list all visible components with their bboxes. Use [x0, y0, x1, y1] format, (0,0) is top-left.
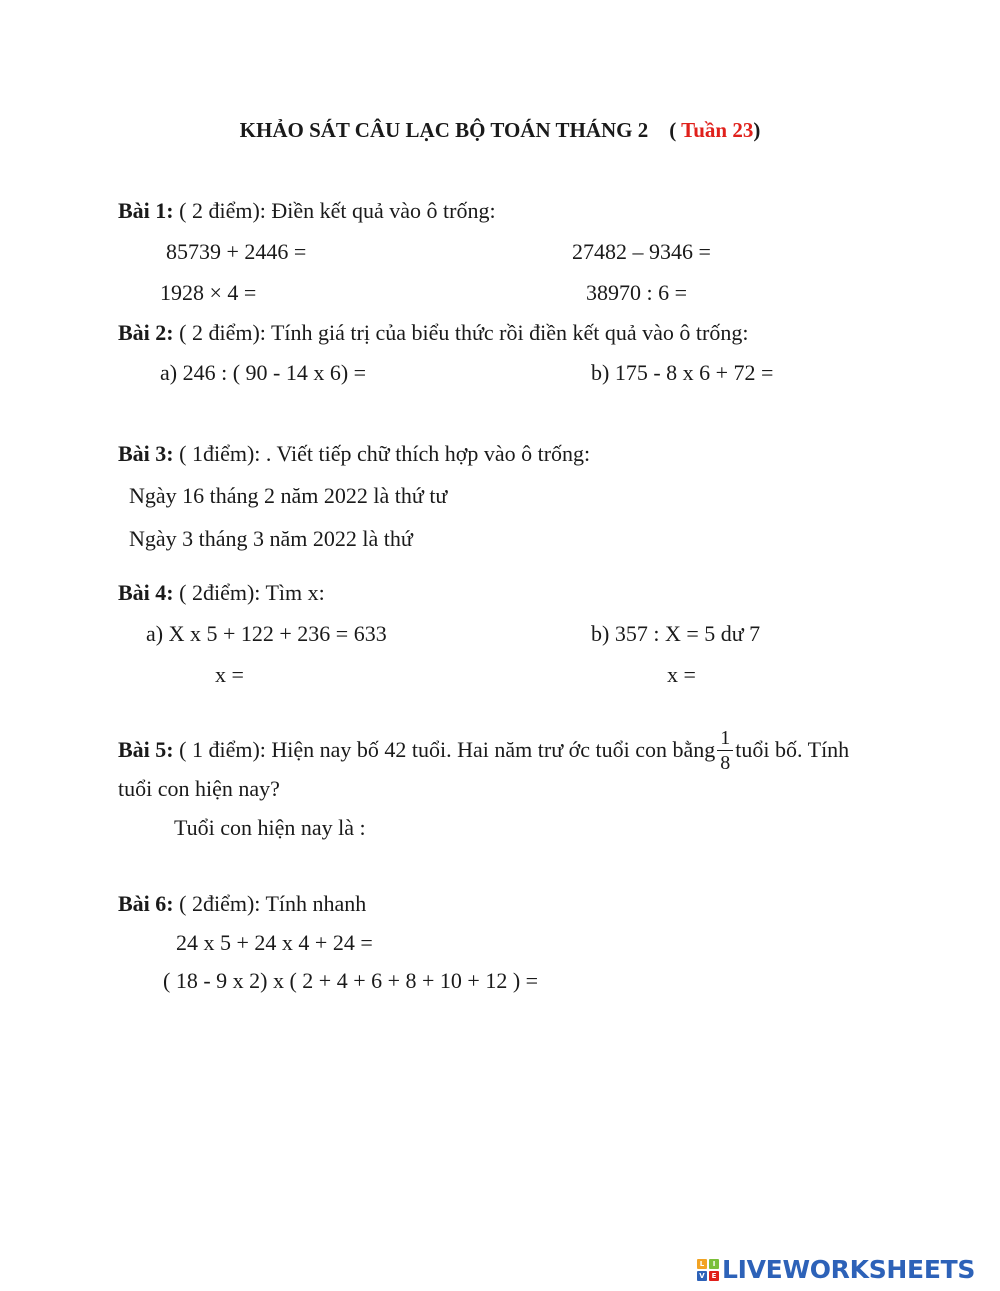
bai4-heading: [118, 580, 325, 606]
bai4-desc: ( 2điểm): Tìm x:: [173, 580, 325, 605]
bai5-answer: Tuổi con hiện nay là :: [174, 815, 366, 840]
logo-icon: [697, 1259, 719, 1281]
bai4-expr-a: a) X x 5 + 122 + 236 = 633: [146, 621, 387, 646]
bai1-label: Bài 1:: [118, 198, 174, 223]
bai3-label: Bài 3:: [118, 441, 174, 466]
logo-square-i: I: [709, 1259, 719, 1269]
bai4-label: Bài 4:: [118, 580, 174, 605]
bai6-heading: [118, 891, 366, 917]
bai2-heading: [118, 320, 748, 346]
bai5-label: Bài 5:: [118, 737, 174, 762]
bai5-desc-1: ( 1 điểm): Hiện nay bố 42 tuổi. Hai năm trư ớc tuổi con bằng: [179, 737, 716, 762]
bai1-expr-1: 85739 + 2446 =: [166, 239, 307, 264]
bai6-expr-1: 24 x 5 + 24 x 4 + 24 =: [176, 930, 373, 955]
bai5-desc-2: tuổi bố. Tính: [735, 737, 850, 762]
title-main: KHẢO SÁT CÂU LẠC BỘ TOÁN THÁNG 2: [239, 118, 649, 142]
bai3-desc: ( 1điểm): . Viết tiếp chữ thích hợp vào ô trống:: [173, 441, 591, 466]
fraction: [717, 728, 733, 773]
title-close: ): [753, 118, 761, 142]
fraction-numerator: 1: [717, 728, 733, 751]
title-week: Tuần 23: [681, 118, 754, 142]
bai3-line-2: Ngày 3 tháng 3 năm 2022 là thứ: [129, 526, 413, 551]
bai2-desc: ( 2 điểm): Tính giá trị của biểu thức rồi điền kết quả vào ô trống:: [173, 320, 749, 345]
bai5-line-2: tuổi con hiện nay?: [118, 776, 280, 801]
logo-square-e: E: [709, 1271, 719, 1281]
bai2-label: Bài 2:: [118, 320, 174, 345]
page-title: [0, 118, 1000, 143]
bai6-expr-2: ( 18 - 9 x 2) x ( 2 + 4 + 6 + 8 + 10 + 12 ) =: [163, 968, 539, 993]
bai4-expr-b: b) 357 : X = 5 dư 7: [591, 621, 761, 646]
bai5-heading: [118, 726, 849, 774]
bai1-heading: [118, 198, 496, 224]
bai1-desc: ( 2 điểm): Điền kết quả vào ô trống:: [173, 198, 496, 223]
bai1-expr-2: 27482 – 9346 =: [572, 239, 711, 264]
fraction-denominator: 8: [720, 751, 731, 774]
bai3-heading: [118, 441, 590, 467]
bai2-expr-a: a) 246 : ( 90 - 14 x 6) =: [160, 360, 367, 385]
bai6-desc: ( 2điểm): Tính nhanh: [173, 891, 367, 916]
logo-text: LIVEWORKSHEETS: [722, 1255, 976, 1284]
logo-square-v: V: [697, 1271, 707, 1281]
bai1-expr-3: 1928 × 4 =: [160, 280, 257, 305]
bai6-label: Bài 6:: [118, 891, 174, 916]
bai3-line-1: Ngày 16 tháng 2 năm 2022 là thứ tư: [129, 483, 448, 508]
bai2-expr-b: b) 175 - 8 x 6 + 72 =: [591, 360, 774, 385]
liveworksheets-logo: [697, 1255, 975, 1284]
bai4-x-b: x =: [667, 662, 696, 687]
bai4-x-a: x =: [215, 662, 244, 687]
bai1-expr-4: 38970 : 6 =: [586, 280, 688, 305]
title-open: (: [669, 118, 677, 142]
logo-square-l: L: [697, 1259, 707, 1269]
